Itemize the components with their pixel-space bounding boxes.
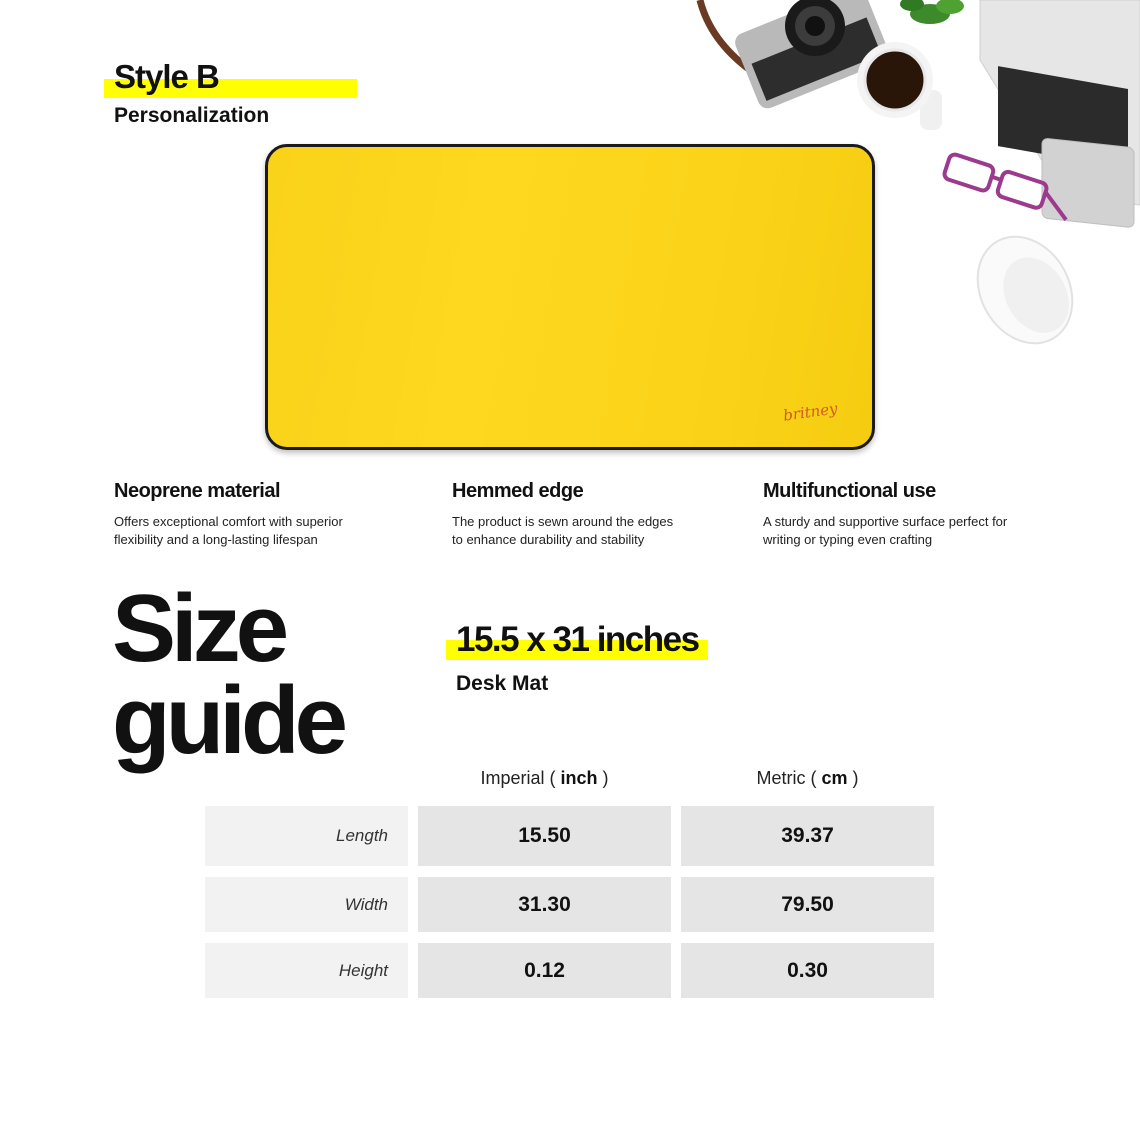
imperial-value-length: 15.50 (418, 806, 671, 866)
dimensions-title: 15.5 x 31 inches (456, 620, 699, 659)
metric-value-width: 79.50 (681, 877, 934, 932)
feature-desc-line: writing or typing even crafting (763, 532, 933, 547)
feature-neoprene (114, 480, 414, 549)
mouse-icon (959, 220, 1091, 350)
feature-desc-line: A sturdy and supportive surface perfect for (763, 514, 1008, 529)
metric-value-length: 39.37 (681, 806, 934, 866)
feature-desc-line: Offers exceptional comfort with superior (114, 514, 343, 529)
desk-mat-preview (265, 144, 875, 450)
imperial-value-height: 0.12 (418, 943, 671, 998)
column-label: Metric (756, 768, 806, 788)
feature-title: Hemmed edge (452, 480, 584, 502)
imperial-column-header: Imperial ( inch ) (480, 768, 609, 788)
size-guide-title-line: guide (112, 667, 343, 774)
feature-title: Neoprene material (114, 480, 281, 502)
column-label: Imperial (480, 768, 545, 788)
page-title: Style B (114, 58, 219, 95)
feature-description (452, 513, 752, 549)
page-subtitle: Personalization (114, 104, 270, 127)
mat-signature: britney (782, 399, 839, 425)
size-guide-title (112, 575, 343, 774)
feature-desc-line: to enhance durability and stability (452, 532, 645, 547)
laptop-icon (980, 0, 1140, 228)
coffee-cup-icon (857, 42, 942, 130)
feature-title: Multifunctional use (763, 480, 936, 502)
row-label-height: Height (205, 943, 408, 998)
plant-icon (900, 0, 964, 24)
column-unit: cm (821, 768, 848, 788)
feature-desc-line: The product is sewn around the edges (452, 514, 674, 529)
feature-multifunctional (763, 480, 1063, 549)
column-unit: inch (560, 768, 598, 788)
product-name: Desk Mat (456, 672, 549, 695)
row-label-width: Width (205, 877, 408, 932)
feature-description (114, 513, 414, 549)
feature-desc-line: flexibility and a long-lasting lifespan (114, 532, 318, 547)
size-guide-title-line: Size (112, 575, 285, 682)
metric-column-header: Metric ( cm ) (756, 768, 859, 788)
feature-description (763, 513, 1063, 549)
imperial-value-width: 31.30 (418, 877, 671, 932)
row-label-length: Length (205, 806, 408, 866)
feature-hemmed-edge (452, 480, 752, 549)
metric-value-height: 0.30 (681, 943, 934, 998)
